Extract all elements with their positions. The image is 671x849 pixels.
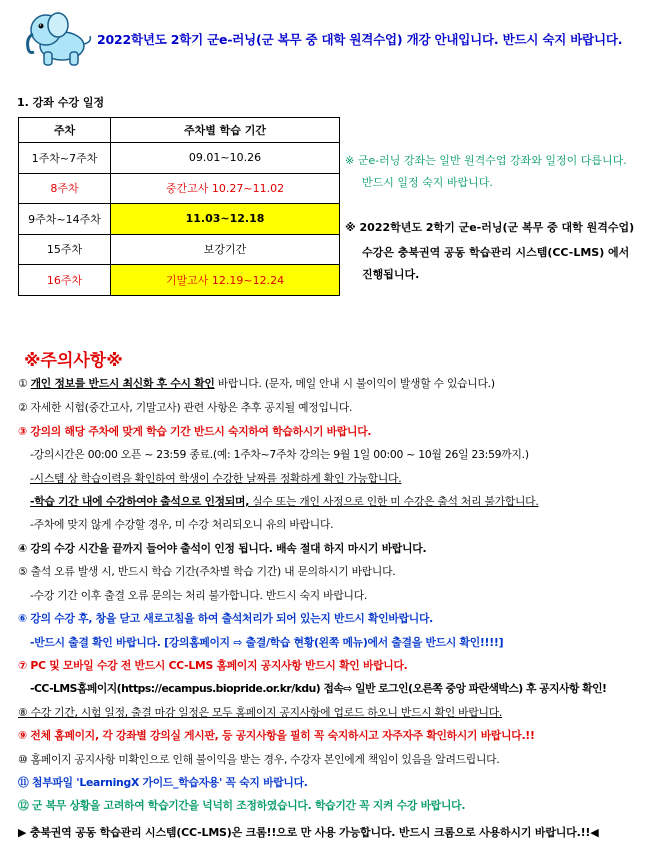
caution-item-11: ⑪ 첨부파일 'LearningX 가이드_학습자용' 꼭 숙지 바랍니다. [18,776,308,789]
table-row [19,234,340,265]
caution-item-9: ⑨ 전체 홈페이지, 각 강좌별 강의실 게시판, 등 공지사항을 필히 꼭 숙지하시고 자주자주 확인하시기 바랍니다.!! [18,729,535,742]
period-cell: 11.03~12.18 [111,204,340,235]
caution-item-1-number: ① [18,377,31,390]
section-title-schedule: 1. 강좌 수강 일정 [17,96,105,109]
week-cell: 9주차~14주차 [19,204,111,235]
caution-item-3-detail-c-rest: 실수 또는 개인 사정으로 인한 미 수강은 출석 처리 불가합니다. [249,495,539,508]
elephant-mascot-icon [24,6,98,70]
caution-item-3-detail-c-emphasis: -학습 기간 내에 수강하여야 출석으로 인정되며, [30,495,250,508]
caution-item-1-emphasis: 개인 정보를 반드시 최신화 후 수시 확인 [30,377,215,390]
caution-item-1-rest: 바랍니다. (문자, 메일 안내 시 불이익이 발생할 수 있습니다.) [214,377,495,390]
schedule-table [18,117,340,296]
caution-item-7-detail: -CC-LMS홈페이지(https://ecampus.biopride.or.kr/kdu) 접속⇨ 일반 로그인(오른쪽 중앙 파란색박스) 후 공지사항 확인! [30,682,607,695]
table-header-row [19,118,340,143]
week-cell: 16주차 [19,265,111,296]
side-note-2-line-2: 수강은 충북권역 공동 학습관리 시스템(CC-LMS) 에서 [362,246,630,259]
week-cell: 8주차 [19,173,111,204]
week-cell: 1주차~7주차 [19,143,111,174]
column-header-week: 주차 [19,118,111,143]
caution-item-8: ⑧ 수강 기간, 시험 일정, 출결 마감 일정은 모두 홈페이지 공지사항에 업로드 하오니 반드시 확인 바랍니다. [18,706,503,719]
caution-item-5: ⑤ 출석 오류 발생 시, 반드시 학습 기간(주차별 학습 기간) 내 문의하시기 바랍니다. [18,565,396,578]
caution-item-3-detail-c [30,494,539,509]
caution-item-7: ⑦ PC 및 모바일 수강 전 반드시 CC-LMS 홈페이지 공지사항 반드시 확인 바랍니다. [18,659,408,672]
caution-item-3-detail-b: -시스템 상 학습이력을 확인하여 학생이 수강한 날짜를 정확하게 확인 가능합니다. [30,472,402,485]
column-header-period: 주차별 학습 기간 [111,118,340,143]
caution-item-3-detail-a: -강의시간은 00:00 오픈 ~ 23:59 종료.(예: 1주차~7주차 강의는 9월 1일 00:00 ~ 10월 26일 23:59까지.) [30,448,529,461]
caution-item-1 [18,376,495,391]
period-cell: 중간고사 10.27~11.02 [111,173,340,204]
caution-item-3: ③ 강의의 해당 주차에 맞게 학습 기간 반드시 숙지하여 학습하시기 바랍니다. [18,425,372,438]
side-note-1-line-1: ※ 군e-러닝 강좌는 일반 원격수업 강좌와 일정이 다릅니다. [345,154,627,167]
caution-item-10: ⑩ 홈페이지 공지사항 미확인으로 인해 불이익을 받는 경우, 수강자 본인에게 책임이 있음을 알려드립니다. [18,753,500,766]
table-row [19,143,340,174]
caution-item-3-detail-d: -주차에 맞지 않게 수강할 경우, 미 수강 처리되오니 유의 바랍니다. [30,518,334,531]
side-note-1-line-2: 반드시 일정 숙지 바랍니다. [362,176,493,189]
period-cell: 기말고사 12.19~12.24 [111,265,340,296]
table-row [19,173,340,204]
table-row [19,265,340,296]
side-note-2-line-1: ※ 2022학년도 2학기 군e-러닝(군 복무 중 대학 원격수업) [345,221,635,234]
caution-item-6: ⑥ 강의 수강 후, 창을 닫고 새로고침을 하여 출석처리가 되어 있는지 반드시 확인바랍니다. [18,612,433,625]
period-cell: 보강기간 [111,234,340,265]
page-title: 2022학년도 2학기 군e-러닝(군 복무 중 대학 원격수업) 개강 안내입니다. 반드시 숙지 바랍니다. [97,32,623,47]
footer-notice: ▶ 충북권역 공동 학습관리 시스템(CC-LMS)은 크롬!!으로 만 사용 가능합니다. 반드시 크롬으로 사용하시기 바랍니다.!!◀ [18,826,599,839]
side-note-2-line-3: 진행됩니다. [362,268,420,281]
caution-item-6-detail: -반드시 출결 확인 바랍니다. [강의홈페이지 ⇨ 출결/학습 현황(왼쪽 메뉴)에서 출결을 반드시 확인!!!!] [30,636,504,649]
caution-item-2: ② 자세한 시험(중간고사, 기말고사) 관련 사항은 추후 공지될 예정입니다. [18,401,353,414]
caution-item-5-detail: -수강 기간 이후 출결 오류 문의는 처리 불가합니다. 반드시 숙지 바랍니다. [30,589,368,602]
caution-item-4: ④ 강의 수강 시간을 끝까지 들어야 출석이 인정 됩니다. 배속 절대 하지 마시기 바랍니다. [18,542,427,555]
period-cell: 09.01~10.26 [111,143,340,174]
caution-item-12: ⑫ 군 복무 상황을 고려하여 학습기간을 넉넉히 조정하였습니다. 학습기간 꼭 지켜 수강 바랍니다. [18,799,466,812]
week-cell: 15주차 [19,234,111,265]
caution-heading: ※주의사항※ [24,351,123,371]
table-row [19,204,340,235]
